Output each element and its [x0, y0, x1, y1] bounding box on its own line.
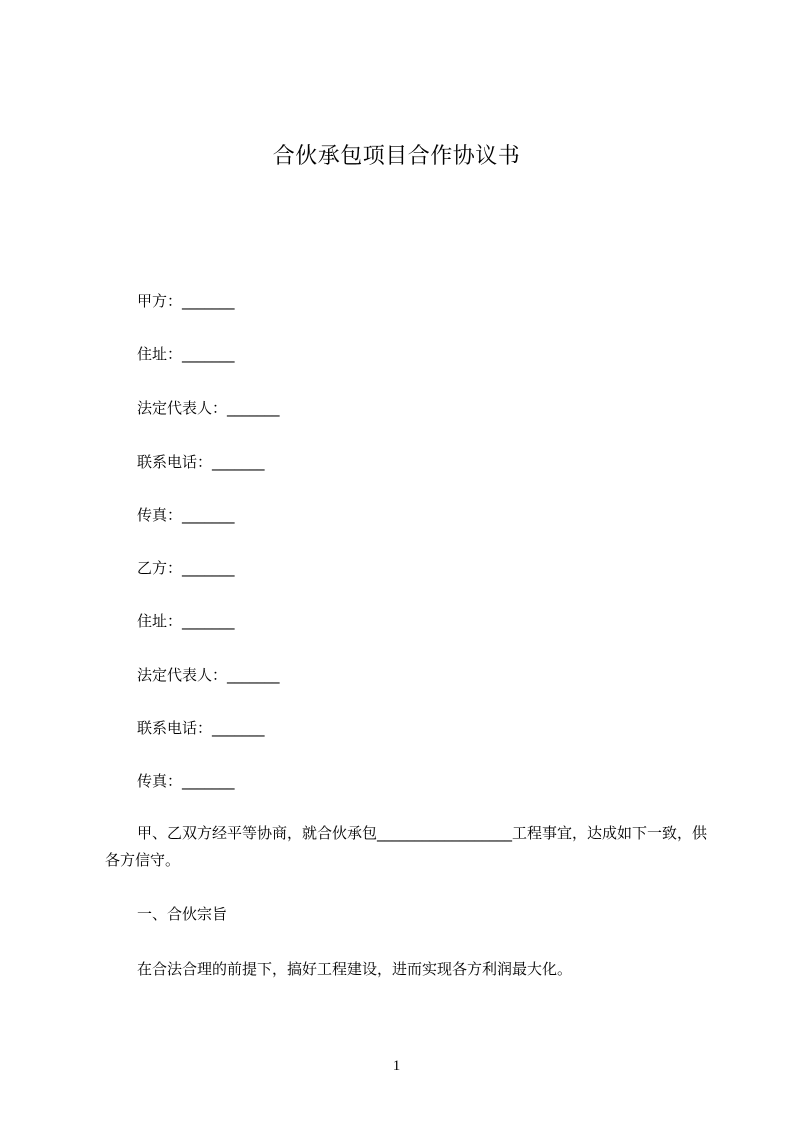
- party-b-address-field: 住址：_______: [137, 612, 235, 630]
- intro-paragraph: 甲、乙双方经平等协商，就合伙承包__________________工程事宜，达成如下一致，供各方信守。: [105, 824, 708, 869]
- party-b-name-field: 乙方：_______: [137, 559, 235, 577]
- party-a-address-field: 住址：_______: [137, 345, 235, 363]
- page-number: 1: [392, 1058, 401, 1074]
- party-a-phone-field: 联系电话：_______: [137, 453, 265, 471]
- party-b-legal-rep-field: 法定代表人：_______: [137, 666, 280, 684]
- party-a-name-field: 甲方：_______: [137, 292, 235, 310]
- party-b-fax-field: 传真：_______: [137, 772, 235, 790]
- party-a-fax-field: 传真：_______: [137, 506, 235, 524]
- section-heading: 一、合伙宗旨: [137, 905, 228, 923]
- page-title: 合伙承包项目合作协议书: [272, 144, 521, 169]
- party-a-legal-rep-field: 法定代表人：_______: [137, 399, 280, 417]
- section-body-paragraph: 在合法合理的前提下，搞好工程建设，进而实现各方利润最大化。: [137, 960, 573, 978]
- party-b-phone-field: 联系电话：_______: [137, 719, 265, 737]
